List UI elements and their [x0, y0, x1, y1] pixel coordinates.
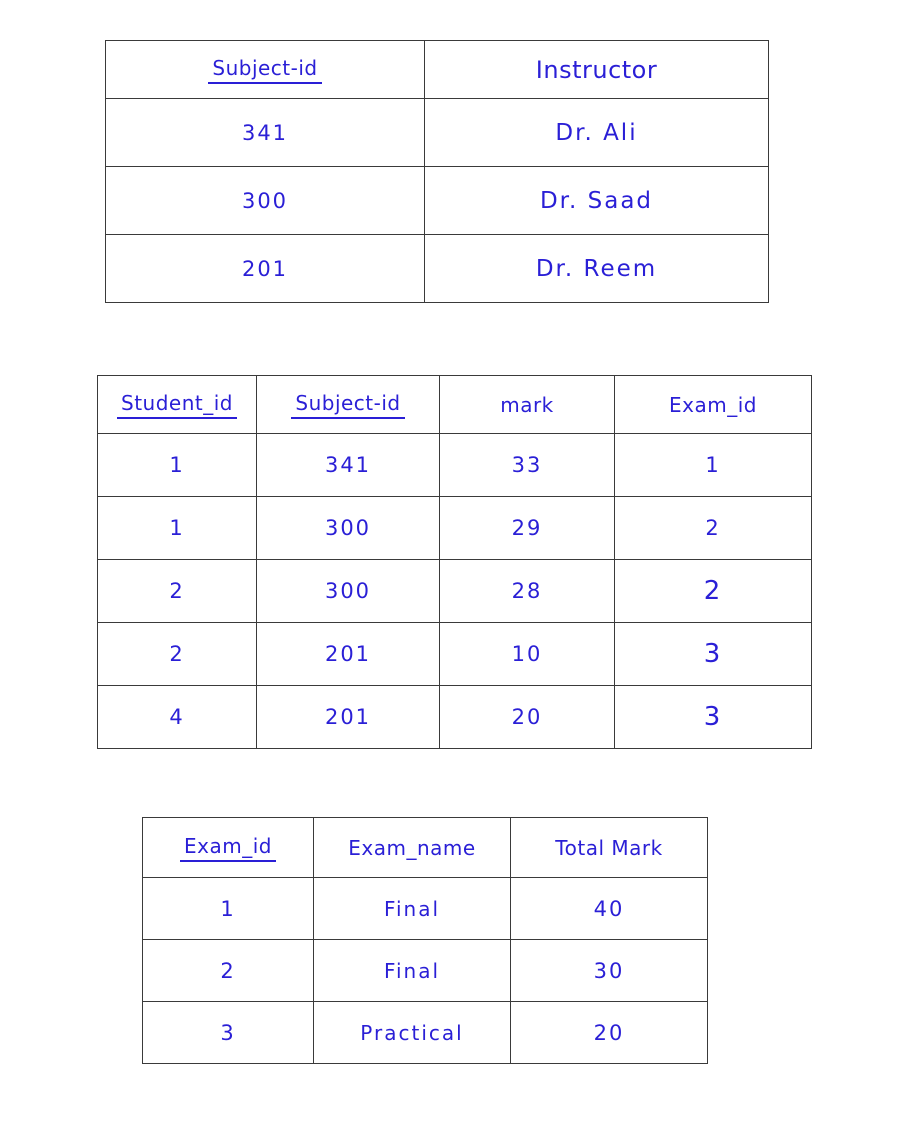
total-mark-cell: 30: [511, 940, 708, 1002]
mark-cell: 29: [440, 497, 615, 560]
marks-table: [97, 375, 812, 749]
subject-id-cell: 341: [257, 434, 440, 497]
exam-id-header-label: Exam_id: [180, 834, 276, 862]
total-mark-cell: 40: [511, 878, 708, 940]
mark-header-label: mark: [500, 392, 554, 417]
instructor-cell: Dr. Ali: [425, 99, 769, 167]
student-id-cell: 4: [98, 686, 257, 749]
exam-name-cell: Final: [314, 878, 511, 940]
subjects-table: [105, 40, 769, 303]
table-row: [98, 560, 812, 623]
mark-header: [440, 376, 615, 434]
total-mark-header-label: Total Mark: [555, 835, 663, 860]
exam-id-cell: 3: [615, 623, 812, 686]
exams-table: [142, 817, 708, 1064]
exam-name-header: [314, 818, 511, 878]
mark-cell: 33: [440, 434, 615, 497]
instructor-cell: Dr. Saad: [425, 167, 769, 235]
instructor-header-label: Instructor: [535, 55, 658, 84]
subjects-header-row: [106, 41, 769, 99]
table-row: [143, 940, 708, 1002]
subject-id-cell: 300: [257, 497, 440, 560]
exam-name-cell: Practical: [314, 1002, 511, 1064]
total-mark-cell: 20: [511, 1002, 708, 1064]
exam-id-cell: 2: [615, 560, 812, 623]
table-row: [98, 623, 812, 686]
subject-id-header: [257, 376, 440, 434]
table-row: [98, 686, 812, 749]
student-id-cell: 1: [98, 497, 257, 560]
total-mark-header: [511, 818, 708, 878]
exam-name-header-label: Exam_name: [348, 835, 476, 860]
exam-id-header: [143, 818, 314, 878]
instructor-cell: Dr. Reem: [425, 235, 769, 303]
table-row: [106, 235, 769, 303]
table-row: [98, 434, 812, 497]
table-row: [143, 878, 708, 940]
exam-id-cell: 1: [615, 434, 812, 497]
subject-id-cell: 201: [257, 623, 440, 686]
student-id-cell: 2: [98, 560, 257, 623]
student-id-header-label: Student_id: [117, 391, 237, 419]
mark-cell: 20: [440, 686, 615, 749]
subject-id-cell: 201: [106, 235, 425, 303]
mark-cell: 28: [440, 560, 615, 623]
instructor-header: [425, 41, 769, 99]
exam-name-cell: Final: [314, 940, 511, 1002]
exam-id-cell: 1: [143, 878, 314, 940]
table-row: [98, 497, 812, 560]
student-id-cell: 2: [98, 623, 257, 686]
subject-id-cell: 341: [106, 99, 425, 167]
subject-id-cell: 201: [257, 686, 440, 749]
subject-id-header-label: Subject-id: [291, 391, 404, 419]
exam-id-cell: 2: [143, 940, 314, 1002]
subject-id-cell: 300: [257, 560, 440, 623]
exam-id-cell: 3: [615, 686, 812, 749]
subject-id-header: [106, 41, 425, 99]
mark-cell: 10: [440, 623, 615, 686]
student-id-cell: 1: [98, 434, 257, 497]
subject-id-cell: 300: [106, 167, 425, 235]
student-id-header: [98, 376, 257, 434]
marks-header-row: [98, 376, 812, 434]
table-row: [143, 1002, 708, 1064]
exam-id-header: [615, 376, 812, 434]
subject-id-header-label: Subject-id: [208, 56, 321, 84]
exams-header-row: [143, 818, 708, 878]
exam-id-header-label: Exam_id: [669, 392, 757, 417]
exam-id-cell: 3: [143, 1002, 314, 1064]
table-row: [106, 99, 769, 167]
exam-id-cell: 2: [615, 497, 812, 560]
table-row: [106, 167, 769, 235]
